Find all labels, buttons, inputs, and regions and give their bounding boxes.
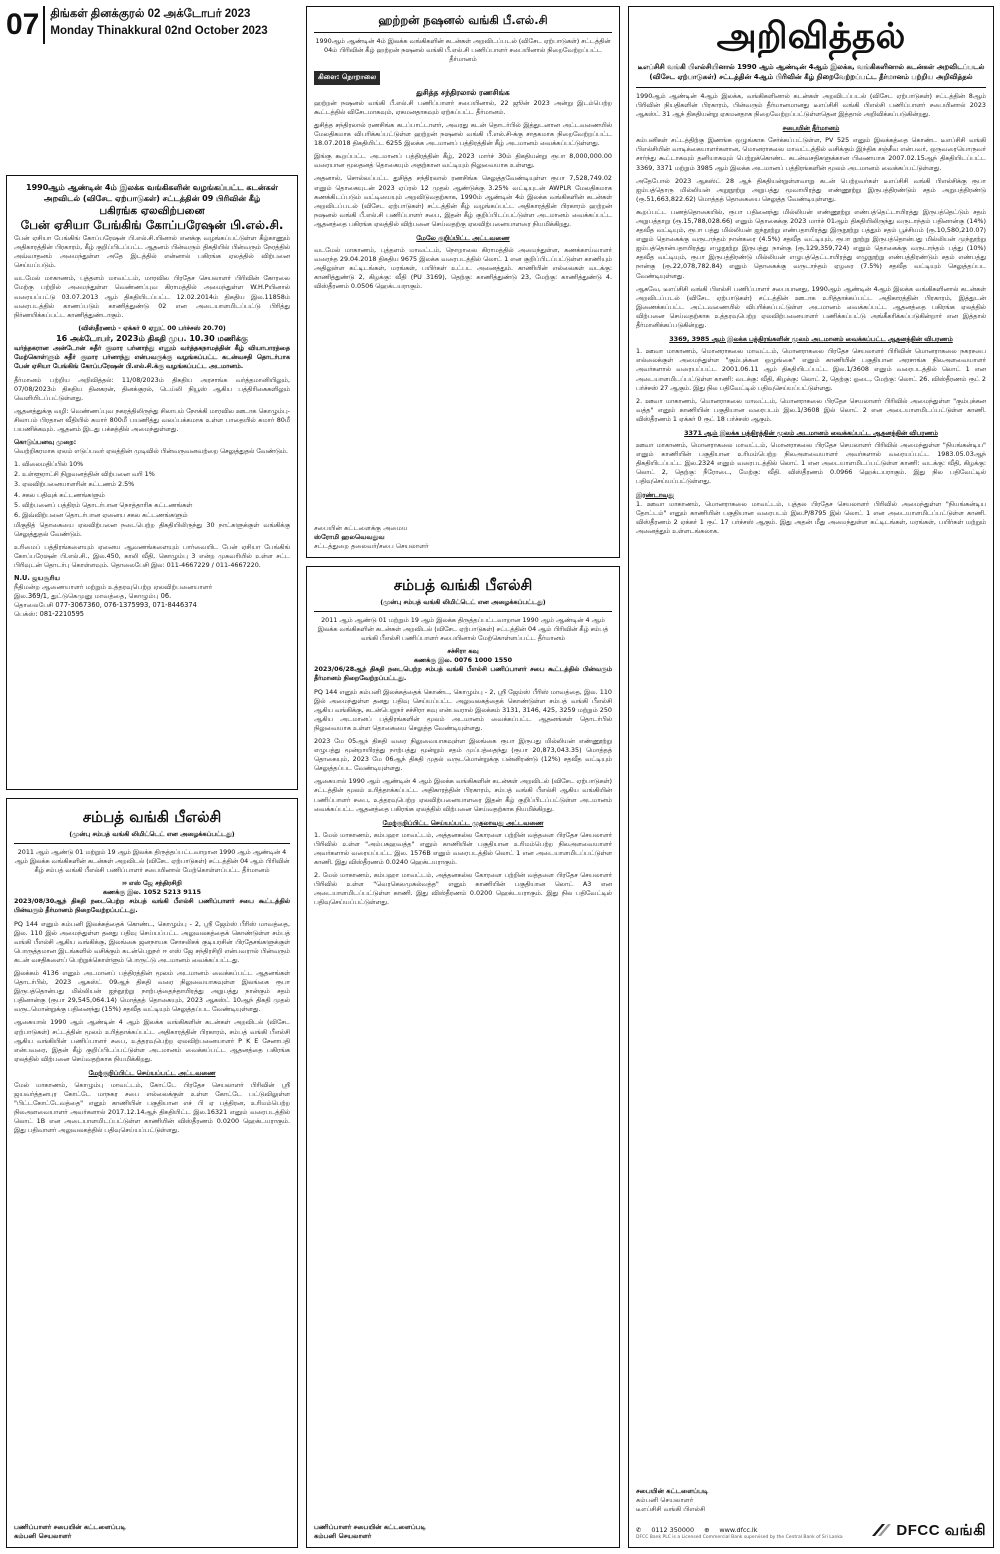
dfcc-schedule-2: 2. ஊவா மாகாணம், மொனராகலை மாவட்டம், மொனராகலை பிரதேச செயலாளர் பிரிவில் அமைந்துள்ள "கும்புக்கன வத்த" எனும் காணியின் பகுதியான வரைபடம் இல.1/3608 இல் லொட் 2 என அடையாளமிடப்பட்டுள்ள காணி. விஸ்தீரணம் 1 ஏக்கர் 0 ரூட் 18 பர்ச்சஸ் ஆகும்.: [636, 396, 986, 423]
sampath-mid-body-3: ஆகையால் 1990 ஆம் ஆண்டின் 4 ஆம் இலக்க வங்கிகளின் கடன்கள் அறவிடல் (விசேட ஏற்பாடுகள்) சட்டத்தின் மூலம் உரித்தாக்கப்பட்ட அதிகாரத்தின் பிரகாரம், சம்பத் வங்கி பீஎல்சி ஆகிய வங்கியின் பணிப்பாளர் சபை, உத்தரவுபெற்ற ஏலவிற்பனையாளரை இதன் கீழ் குறிப்பிடப்பட்டுள்ள அடமானம் வைக்கப்பட்ட ஆதனத்தை பகிரங்க ஏலத்தில் விற்பனை செய்வதற்காக நியமிக்கிறது.: [314, 777, 612, 813]
pan-asia-balance: மிகுதித் தொகையை ஏலவிற்பனை நடைபெற்ற திகதியிலிருந்து 30 நாட்களுக்குள் வங்கிக்கு செலுத்துதல் வேண்டும்.: [14, 520, 290, 538]
pan-asia-bank-name: பேன் ஏசியா பேங்கிங் கோப்பரேஷன் பி.எல்.சி.: [20, 218, 284, 233]
signature-line: கம்பனி செயலாளர்: [314, 1532, 372, 1541]
hatton-title: ஹற்றன் நஷனல் வங்கி பீ.எல்.சி: [378, 13, 548, 27]
phone-icon: ✆: [636, 1525, 642, 1534]
pan-asia-auction-time: 16 அக்டோபர், 2023ம் திகதி முப. 10.30 மணிக்கு: [56, 333, 248, 343]
payment-item: 5. விற்பனைப் பத்திரம் தொடர்பான நொத்தாரிசு கட்டணங்கள்: [14, 500, 193, 509]
dfcc-phone: 0112 350000: [651, 1525, 695, 1534]
pan-asia-auction-notice: [6, 175, 298, 790]
payment-item: 2. உள்ளூராட்சி நிறுவனத்தின் விற்பனை வரி 1%: [14, 470, 155, 479]
sampath-mid-account: கணக்கு இல. 0076 1000 1550: [413, 656, 513, 665]
sampath-mid-body-2: 2023 மே 05ஆந் திகதி வரை நிலுவையாகவுள்ள இலங்கை ரூபா இருபது மில்லியன் எண்ணூற்று எழுபத்து மூன்றாயிரத்து நாற்பத்து மூன்றும் சதம் முப்பத்தைந்து (ரூபா 20,873,043.35) மொத்தத் தொகையும், 2023 மே 06ஆந் திகதி முதல் வருடமொன்றுக்கு பன்னிரண்டு (12%) சதவீத வட்டியும் செலுத்தப்பட வேண்டியுள்ளது.: [314, 736, 612, 773]
payment-item: 6. இவ்விற்பனை தொடர்பான ஏனைய சகல கட்டணங்களும்: [14, 510, 188, 519]
sampath-mid-schedule-title: மேற்குறிப்பிட்ட செய்யப்பட்ட முதலாவது அட்டவணை: [382, 818, 544, 827]
sampath-mid-schedule-0: 1. மேல் மாகாணம், கம்பஹா மாவட்டம், அத்தனகல்ல கோரளை பற்றின் வத்தளை பிரதேச செயலாளர் பிரிவில் உள்ள "அம்பகஹவத்த" எனும் காணியின் பகுதியான உரிமம்பெற்ற நிலஅளவையாளர் அவர்களால் வரையப்பட்ட இல. 1576B எனும் வரைபடத்தில் லொட் 1 என அடையாளமிடப்பட்டுள்ள காணி. இது விஸ்தீரணம் 0.0240 ஹெக்டயராகும்.: [314, 830, 612, 867]
dfcc-schedule-4: 1. ஊவா மாகாணம், மொனராகலை மாவட்டம், புத்தல பிரதேச செயலாளர் பிரிவில் அமைந்துள்ள "நியங்கன்டிய தோட்டம்" எனும் காணியின் பகுதியான வரைபடம் இல.P/8795 இல் லொட் 1 என அடையாளமிடப்பட்டுள்ள காணி. விஸ்தீரணம் 2 ஏக்கர் 1 ரூட் 17 பர்ச்சஸ் ஆகும். இது அதன் மீது அமைந்துள்ள கட்டிடங்கள், மரங்கள், பயிர்கள் மற்றும் அனைத்தும் உள்ளடங்கலாக.: [636, 499, 986, 535]
signature-line: டீஎப்சிசி வங்கி பிஎல்சி: [636, 1504, 706, 1513]
pan-asia-para1: பேன் ஏசியா பேங்கிங் கோப்பரேஷன் பி.எல்.சி.யினால் எனக்கு வழங்கப்பட்டுள்ள கீழ்காணும் அதிகாரத்தின் பிரகாரம், கீழ் குறிப்பிடப்பட்ட ஆதனம் பின்வரும் திகதியில் பின்வரும் நேரத்தில் அவ்வாதனம் அமைந்துள்ள அதே இடத்தில் என்னால் பகிரங்க ஏலத்தில் விற்பனை செய்யப்படும்.: [14, 233, 290, 270]
sampath-notice-middle: [306, 566, 620, 1548]
hatton-intro: 1990ஆம் ஆண்டின் 4ம் இலக்க வங்கிகளின் கடன்கள் அறவிடப்படல் (விசேட ஏற்பாடுகள்) சட்டத்தின் 04ம் பிரிவின் கீழ் ஹற்றன் நஷனல் வங்கி பீ.எல்.சி பணிப்பாளர் சபையினால் நிறைவேற்றப்பட்ட தீர்மானம்: [315, 36, 611, 64]
sampath-left-body-1: PQ 144 எனும் கம்பனி இலக்கத்தைக் கொண்ட, கொழும்பு - 2, ஸ்ரீ ஜேம்ஸ் பீரிஸ் மாவத்தை, இல. 110 இல் அமைந்துள்ள தனது பதிவு செய்யப்பட்ட அலுவலகத்தைக் கொண்டுள்ள சம்பத் வங்கி பீஎல்சி ஆகிய வங்கிக்கு, இலங்கை ஜனநாயக சோசலிசக் குடியரசின் பிரதேசங்களுக்குள் பொருத்தமான இடங்களில் வசிக்கும் கடன்பெறுநர் ஈ எஸ் ஜே சந்திரசிறி என்பவரால் பின்வரும் கடன் வசதிகளைப் பெற்றுக்கொள்ளும் பொருட்டு அடமானம் வைக்கப்பட்டது.: [14, 919, 290, 964]
sampath-mid-subtitle: (முன்பு சம்பத் வங்கி லிமிட்டெட் என அழைக்கப்பட்டது): [380, 597, 546, 606]
dfcc-body-0: கம்பனிகள் சட்டத்திற்கு இணங்க ஒழுங்காக சேர்க்கப்பட்டுள்ள, PV 525 எனும் இலக்கத்தை கொண்ட டீஎப்சிசி வங்கி பிஎல்சியின் வாடிக்கையாளர்களான, மொனராகலை மாவட்டத்தில் வசிக்கும் இந்திக சஞ்சீவ என்பவர், ஒருவரையொருவர் சார்ந்து கூட்டாகவும் தனியாகவும் பெற்றுக்கொண்ட கடன்வசதிகளுக்கான பிணையாக 2007.02.15ஆந் திகதியிடப்பட்ட 3369, 3371 மற்றும் 3985 ஆம் இலக்க அடமானப் பத்திரங்களின் மூலம் அடமானம் வைக்கப்பட்டுள்ளது.: [636, 136, 986, 172]
sampath-left-signature: [14, 1523, 126, 1541]
sampath-mid-signature: [314, 1523, 426, 1541]
dfcc-logo-mark-icon: [870, 1523, 892, 1537]
signature-line: கம்பனி செயலாளர்: [636, 1495, 694, 1504]
sampath-mid-schedule-1: 2. மேல் மாகாணம், கம்பஹா மாவட்டம், அத்தனகல்ல கோரளை பற்றின் வத்தளை பிரதேச செயலாளர் பிரிவில் உள்ள "வெரகெலமுகல்வத்த" எனும் காணியின் பகுதியான லொட் A3 என அடையாளமிடப்பட்டுள்ள காணி. இது விஸ்தீரணம் 0.0200 ஹெக்டயராகும். இது நில பதிவேட்டில் பதிவுசெய்யப்பட்டுள்ளது.: [314, 871, 612, 907]
signature-line: சட்டத்துறை தலைவர்/சபை செயலாளர்: [314, 542, 429, 551]
dfcc-fineprint: DFCC Bank PLC is a Licensed Commercial Bank supervised by the Central Bank of Sri Lanka: [636, 1534, 843, 1540]
signature-line: பணிப்பாளர் சபையின் கட்டளைப்படி: [14, 1523, 126, 1532]
page-number: 07: [6, 6, 45, 44]
dfcc-logo-text: DFCC வங்கி: [896, 1521, 986, 1539]
hatton-schedule-title: மேலே குறிப்பிட்ட அட்டவணை: [416, 234, 510, 243]
sampath-left-title: சம்பத் வங்கி பீஎல்சி: [82, 808, 222, 826]
payment-item: 4. சகல பதிவுக் கட்டணங்களும்: [14, 490, 105, 499]
sampath-left-body-2: இலக்கம் 4136 எனும் அடமானப் பத்திரத்தின் மூலம் அடமானம் வைக்கப்பட்ட ஆதனங்கள் தொடர்பில், 2023 ஆகஸ்ட் 09ஆந் திகதி வரை நிலுவையாகவுள்ள இலங்கை ரூபா இருபத்தொன்பது மில்லியன் ஐந்நூற்று நாற்பத்தைந்தாயிரத்து அறுபத்து நான்கும் சதம் பதினான்கு (ரூபா 29,545,064.14) மொத்தத் தொகையும், 2023 ஆகஸ்ட் 10ஆந் திகதி முதல் வருடமொன்றுக்கு பதினைந்து (15%) சதவீத வட்டியும் செலுத்தப்பட வேண்டியுள்ளது.: [14, 968, 290, 1014]
auctioneer-phone: தொலைபேசி 077-3067360, 076-1375993, 071-8446374: [14, 600, 197, 609]
auctioneer-address: இல.369/1, துட்டுகெமுனு மாவத்தை, கொழும்பு 06.: [14, 592, 172, 601]
signature-line: சபையின் கட்டளைக்கு அமைய: [314, 524, 408, 533]
hatton-branch: கிளை: நொறாலை: [314, 71, 380, 85]
payment-item: 3. ஏலவிற்பனையாளரின் கட்டணம் 2.5%: [14, 480, 135, 489]
dfcc-body-3: ஆகவே, டீஎப்சிசி வங்கி பிஎல்சி பணிப்பாளர் சபையானது, 1990ஆம் ஆண்டின் 4ஆம் இலக்க வங்கிகளினால் கடன்கள் அறவிடப்படல் (விசேட ஏற்பாடுகள்) சட்டத்தின் ஊடாக உரித்தாக்கப்பட்ட அதிகாரத்தின் பிரகாரம், இத்துடன் இணைக்கப்பட்ட அட்டவணையில் விபரிக்கப்பட்டுள்ள அடமானம் வைக்கப்பட்ட ஆதனத்தை பகிரங்க ஏலத்தில் விற்பனை செய்வதற்காக உத்தரவுபெற்ற ஏலவிற்பனையாளர் பணிக்கப்பட்டு அங்கீகரிக்கப்படுகின்றார் என இத்தால் தீர்மானிக்கப்படுகின்றது.: [636, 284, 986, 330]
sampath-left-borrower: ஈ எஸ் ஜே சந்திரசிறி: [122, 879, 182, 888]
signature-line: கம்பனி செயலாளர்: [14, 1532, 72, 1541]
pan-asia-auctioneer: [14, 574, 290, 618]
sampath-mid-title: சம்பத் வங்கி பீஎல்சி: [393, 576, 533, 594]
dfcc-notice: [628, 6, 994, 1548]
sampath-left-subtitle: (முன்பு சம்பத் வங்கி லிமிட்டெட் என அழைக்கப்பட்டது): [69, 829, 235, 838]
dfcc-schedule-title-3: இரண்டாவது: [636, 490, 674, 499]
masthead-english-date: Monday Thinakkural 02nd October 2023: [50, 25, 268, 37]
dfcc-subtitle: டீஎப்சிசி வங்கி பிஎல்சியினால் 1990 ஆம் ஆண்டின் 4ஆம் இலக்க, வங்கிகளினால் கடன்கள் அறவிடப்படல் (விசேட ஏற்பாடுகள்) சட்டத்தின் 4ஆம் பிரிவின் கீழ் நிறைவேற்றப்பட்ட தீர்மானம் பற்றிய அறிவித்தல்: [637, 63, 985, 81]
dfcc-schedule-title-2: 3371 ஆம் இலக்க பத்திரத்தின் மூலம் அடமானம் வைக்கப்பட்ட ஆதனத்தின் விபரணம்: [684, 428, 938, 437]
hatton-national-notice: [306, 6, 620, 558]
pan-asia-para2: வடமேல் மாகாணம், புத்தளம் மாவட்டம், மாரவில பிரதேச செயலாளர் பிரிவின் கோரலை மேற்கு பற்றில் அமைந்துள்ள வெண்ணப்புவ கிராமத்தில் அமைந்துள்ள W.H.Pயினால் வரையப்பட்டு 03.07.2013 ஆம் திகதியிடப்பட்ட 12.02.2014ம் திகதிய இல.11858ம் வரைபடத்தில் காணப்படும் காணித்துண்டு 02 என அடையாளமிடப்பட்டு பிரித்து நிர்ணயிக்கப்பட்ட காணித்துண்டாகும்.: [14, 274, 290, 319]
sampath-mid-borrower: சச்சிரா கவு: [447, 647, 479, 656]
pan-asia-inspection: உரிமைப் பத்திரங்களையும் ஏனைய ஆவணங்களையும் பார்வையிட பேன் ஏசியா பேங்கிங் கோப்பரேஷன் பி.எல்.சி., இல.450, காலி வீதி, கொழும்பு 3 என்ற முகவரியில் உள்ள சட்ட பிரிவுடன் தொடர்பு கொள்ளவும். தொலைபேசி இல: 011-4667229 / 011-4667220.: [14, 543, 290, 570]
hatton-body-3: அதனால், சொல்லப்பட்ட துசித்த சந்திரலால் ரணசிங்க செலுத்தவேண்டியுள்ள ரூபா 7,528,749.02 எனும் தொகையுடன் 2023 ஏப்ரல் 12 முதல் ஆண்டுக்கு 3.25% வட்டியுடன் AWPLR மேலதிகமாக கணக்கிடப்படும் வட்டியையும் அறவிடுவதற்காக, 1990ம் ஆண்டின் 4ம் இலக்க வங்கிகளின் கடன்கள் அறவிடப்படல் (விசேட ஏற்பாடுகள்) சட்டத்தின் கீழ் வழங்கப்பட்ட அதிகாரத்தின் பிரகாரம் ஹற்றன் நஷனல் வங்கி பீ.எல்.சி பணிப்பாளர் சபை, இதன் கீழ் குறிப்பிடப்பட்டுள்ள அடமானம் வைக்கப்பட்ட ஆதனத்தை பகிரங்க ஏலத்தில் விற்பனை செய்வதற்கு ஏலவிற்பனையாளரை நியமிக்கிறது.: [314, 174, 612, 228]
dfcc-schedule-3: ஊவா மாகாணம், மொனராகலை மாவட்டம், மொனராகலை பிரதேச செயலாளர் பிரிவில் அமைந்துள்ள "நியங்கன்டிய" எனும் காணியின் பகுதியான உரிமம்பெற்ற நிலஅளவையாளர் அவர்களால் வரையப்பட்ட 1983.05.03ஆந் திகதியிடப்பட்ட இல.2324 எனும் வரைபடத்தில் லொட் 1 என அடையாளமிடப்பட்டுள்ள காணி: வடக்கு: வீதி, கிழக்கு: லொட் 2, தெற்கு: நீரோடை, மேற்கு: வீதி. விஸ்தீரணம் 0.0966 ஹெக்டயராகும். இது நில பதிவேட்டில் பதிவுசெய்யப்பட்டுள்ளது.: [636, 441, 986, 486]
sampath-mid-body-1: PQ 144 எனும் கம்பனி இலக்கத்தைக் கொண்ட, கொழும்பு - 2, ஸ்ரீ ஜேம்ஸ் பீரிஸ் மாவத்தை, இல. 110 இல் அமைந்துள்ள தனது பதிவு செய்யப்பட்ட அலுவலகத்தைக் கொண்டுள்ள சம்பத் வங்கி பீஎல்சி ஆகிய வங்கிக்கு, கடன்பெறுநர் சச்சிரா கவு என்பவரால் இலக்கம் 3131, 3146, 425, 3259 மற்றும் 250 ஆகிய அடமானப் பத்திரங்களின் மூலம் அடமானம் வைக்கப்பட்ட ஆதனங்கள் தொடர்பில் நிலுவையாக உள்ள தொகையை செலுத்த வேண்டியுள்ளது.: [314, 687, 612, 732]
pan-asia-intro: 1990ஆம் ஆண்டின் 4ம் இலக்க வங்கிகளின் வழங்கப்பட்ட கடன்கள் அறவிடல் (விசேட ஏற்பாடுகள்) சட்டத்தின் 09 பிரிவின் கீழ்: [26, 183, 278, 204]
dfcc-body-1: அதேபோல் 2023 ஆகஸ்ட் 28 ஆந் திகதியன்றுள்ளவாறு கடன் பெற்றவர்கள் டீஎப்சிசி வங்கி பிஎல்சிக்கு ரூபா ஐம்பத்தொரு மில்லியன் அறுநூற்று அறுபத்து மூவாயிரத்து எண்ணூற்று இருபத்திரண்டும் சதம் அறுபத்திரண்டு (ரூ.51,663,822.62) மொத்தத் தொகையை செலுத்த வேண்டியுள்ளது.: [636, 176, 986, 203]
signature-line: ஸ்ரோமி ஹலவெவதுவ: [314, 533, 385, 542]
pan-asia-payment-intro: வெற்றிகரமாக ஏலம் எடுப்பவர் ஏலத்தின் முடிவில் பின்வருவனவற்றை செலுத்துதல் வேண்டும்.: [14, 447, 288, 456]
globe-icon: ⊕: [704, 1525, 710, 1534]
hatton-body-2: இங்கு கூறப்பட்ட அடமானப் பத்திரத்தின் கீழ், 2023 மார்ச் 30ம் திகதியன்று ரூபா 8,000,000.00 வரையான மூலதனத் தொகையும் அதற்கான வட்டியும் நிலுவையாக உள்ளது.: [314, 152, 612, 170]
sampath-left-schedule: மேல் மாகாணம், கொழும்பு மாவட்டம், கோட்டே பிரதேச செயலாளர் பிரிவின் ஸ்ரீ ஜயவர்த்தனபுர கோட்டே மாநகர சபை எல்லைக்குள் உள்ள கோட்டே பட்டுவிலுள்ள "பிட்டகோட்டேவத்தை" எனும் காணியின் பகுதியான எச் பி ஏ பத்திரன, உரிமம்பெற்ற நிலஅளவையாளர் அவர்களால் 2017.12.14ஆந் திகதியிட்ட இல.16321 எனும் வரைபடத்தில் லொட் 1B என அடையாளமிடப்பட்டுள்ள காணியின் விஸ்தீரணம் 0.0200 ஹெக்டயராகும். இது பதிவாளர் அலுவலகத்தில் பதிவுசெய்யப்பட்டுள்ளது.: [14, 1081, 290, 1135]
payment-item: 1. விலைமதிப்பில் 10%: [14, 460, 84, 469]
dfcc-logo: [870, 1520, 986, 1541]
dfcc-resolution-title: சபையின் தீர்மானம்: [782, 124, 840, 133]
sampath-mid-body-0: 2023/06/28ஆந் திகதி நடைபெற்ற சம்பத் வங்கி பீஎல்சி பணிப்பாளர் சபை கூட்டத்தில் பின்வரும் தீர்மானம் நிறைவேற்றப்பட்டது.: [314, 665, 612, 683]
dfcc-title: அறிவித்தல்: [716, 16, 906, 57]
sampath-left-intro: 2011 ஆம் ஆண்டு 01 மற்றும் 19 ஆம் இலக்க திருத்தப்பட்டவாறான 1990 ஆம் ஆண்டின் 4 ஆம் இலக்க வங்கிகளின் கடன்கள் அறவிடல் (விசேட ஏற்பாடுகள்) சட்டத்தின் 04 ஆம் பிரிவின் கீழ் சம்பத் வங்கி பீஎல்சி பணிப்பாளர் சபையினால் மேற்கொள்ளப்பட்ட தீர்மானம்: [14, 847, 290, 875]
signature-line: பணிப்பாளர் சபையின் கட்டளைப்படி: [314, 1523, 426, 1532]
dfcc-body-2: கூறப்பட்ட பணத்தொகையில், ரூபா பதினைந்து மில்லியன் எண்ணூற்று எண்பத்தெட்டாயிரத்து இருபத்தெட்டும் சதம் அறுபத்தாறு (ரூ.15,788,028.66) எனும் தொகைக்கு 2023 மார்ச் 01ஆம் திகதியிலிருந்து வருடாந்தம் பதினான்கு (14%) சதவீத வட்டியும், ரூபா பத்து மில்லியன் ஐந்நூற்று எண்பதாயிரத்து இருநூற்று பத்தும் சதம் பூச்சியம் (ரூ.10,580,210.07) எனும் தொகைக்கு வருடாந்தம் நான்கரை (4.5%) சதவீத வட்டியும், ரூபா நூற்று இருபத்தொன்பது மில்லியன் முந்நூற்று ஐம்பத்தொன்பதாயிரத்து எழுநூற்று இருபத்து நான்கு (ரூ.129,359,724) எனும் தொகைக்கு வருடாந்தம் பத்து (10%) சதவீத வட்டியும், ரூபா இருபத்திரண்டு மில்லியன் எழுபத்தெட்டாயிரத்து எழுநூற்று எண்பத்திரண்டும் சதம் எண்பத்து நான்கு (ரூ.22,078,782.84) எனும் தொகைக்கு வருடாந்தம் ஏழரை (7.5%) சதவீத வட்டியும் செலுத்தப்பட வேண்டியுள்ளது.: [636, 207, 986, 280]
sampath-mid-intro: 2011 ஆம் ஆண்டு 01 மற்றும் 19 ஆம் இலக்க திருத்தப்பட்டவாறான 1990 ஆம் ஆண்டின் 4 ஆம் இலக்க வங்கிகளின் கடன்கள் அறவிடல் (விசேட ஏற்பாடுகள்) சட்டத்தின் 04 ஆம் பிரிவின் கீழ் சம்பத் வங்கி பீஎல்சி பணிப்பாளர் சபையினால் மேற்கொள்ளப்பட்ட தீர்மானம்: [317, 615, 609, 643]
hatton-borrower: துசித்த சந்திரலால் ரணசிங்க: [416, 88, 510, 98]
auctioneer-name: N.U. ஜயசூரிய: [14, 574, 61, 583]
auctioneer-fax: பெக்ஸ்: 081-2210595: [14, 609, 84, 618]
sampath-left-body-0: 2023/08/30ஆந் திகதி நடைபெற்ற சம்பத் வங்கி பீஎல்சி பணிப்பாளர் சபை கூட்டத்தில் பின்வரும் தீர்மானம் நிறைவேற்றப்பட்டது.: [14, 897, 290, 915]
pan-asia-resolution: தீர்மானம் பற்றிய அறிவித்தல்: 11/08/2023ம் திகதிய அரசாங்க வர்த்தமானியிலும், 07/08/2023ம் திகதிய தினகரன், தினக்குரல், டெய்லி நியூஸ் ஆகிய பத்திரிகைகளிலும் வெளியிடப்பட்டுள்ளது.: [14, 375, 290, 402]
pan-asia-extent: (விஸ்தீரணம் - ஏக்கர் 0 ஏறூட் 00 பர்ச்சஸ் 20.70): [78, 323, 226, 332]
dfcc-footer: [636, 1487, 986, 1541]
hatton-schedule: வடமேல் மாகாணம், புத்தளம் மாவட்டம், நொறாலை கிராமத்தில் அமைந்துள்ள, கணக்காய்வாளர் வரைந்த 29.04.2018 திகதிய 9675 இலக்க வரைபடத்தில் லொட் 1 என குறிப்பிடப்பட்டுள்ள காணியும் அதிலுள்ள கட்டிடங்கள், மரங்கள், பயிர்கள் உட்பட அனைத்தும். காணியின் எல்லைகள் வடக்கு: காணித்துண்டு 2, கிழக்கு: வீதி (PU 3169), தெற்கு: காணித்துண்டு 23, மேற்கு: காணித்துண்டு 4. விஸ்தீரணம் 0.0506 ஹெக்டயராகும்.: [314, 246, 612, 291]
sampath-left-body-3: ஆகையால் 1990 ஆம் ஆண்டின் 4 ஆம் இலக்க வங்கிகளின் கடன்கள் அறவிடல் (விசேட ஏற்பாடுகள்) சட்டத்தின் மூலம் உரித்தாக்கப்பட்ட அதிகாரத்தின் பிரகாரம், சம்பத் வங்கி பீஎல்சி ஆகிய வங்கியின் பணிப்பாளர் சபை, உத்தரவுபெற்ற ஏலவிற்பனையாளர் P K E சேனாபதி என்பவரை, இதன் கீழ் குறிப்பிடப்பட்டுள்ள அடமானம் வைக்கப்பட்ட ஆதனத்தை பகிரங்க ஏலத்தில் விற்பனை செய்வதற்காக நியமிக்கிறது.: [14, 1018, 290, 1063]
dfcc-intro: 1990ஆம் ஆண்டின் 4ஆம் இலக்க, வங்கிகளினால் கடன்கள் அறவிடப்படல் (விசேட ஏற்பாடுகள்) சட்டத்தின் 8ஆம் பிரிவின் நியதிகளின் பிரகாரம், பின்வரும் தீர்மானமானது டீஎப்சிசி வங்கி பிஎல்சி பணிப்பாளர் சபையினால் 2023 ஆகஸ்ட் 31 ஆந் திகதியன்று ஏகமனதாக நிறைவேற்றப்பட்டுள்ளதென இத்தால் அறிவிக்கப்படுகின்றது.: [636, 91, 986, 119]
pan-asia-payment-list: [14, 460, 290, 520]
masthead-tamil-date: திங்கள் தினக்குரல் 02 அக்டோபர் 2023: [50, 8, 251, 20]
sampath-notice-left: [6, 798, 298, 1548]
pan-asia-auction-heading: பகிரங்க ஏலவிற்பனை: [99, 204, 205, 217]
dfcc-schedule-title-1: 3369, 3985 ஆம் இலக்க பத்திரங்களின் மூலம் அடமானம் வைக்கப்பட்ட ஆதனத்தின் விபரணம்: [669, 335, 953, 344]
dfcc-schedule-1: 1. ஊவா மாகாணம், மொனராகலை மாவட்டம், மொனராகலை பிரதேச செயலாளர் பிரிவின் மொனராகலை நகரசபை எல்லைக்குள் அமைந்துள்ள "கும்புக்கன ஒழுங்கை" எனும் காணியின் பகுதியான அரசாங்க நிலஅளவையாளர் அவர்களால் வரையப்பட்ட 2001.06.11 ஆம் திகதியிடப்பட்ட இல.1/3608 எனும் வரைபடத்தில் லொட் 1 என அடையாளமிடப்பட்டுள்ள காணி: வடக்கு: வீதி, கிழக்கு: லொட் 2, தெற்கு: ஓடை, மேற்கு: லொட் 26. விஸ்தீரணம் ரூட் 2 பர்ச்சஸ் 27 ஆகும். இது நில பதிவேட்டில் பதிவுசெய்யப்பட்டுள்ளது.: [636, 347, 986, 392]
masthead: [6, 6, 268, 46]
hatton-body-1: துசித்த சந்திரலால் ரணசிங்க கடப்பாட்டாளர், அவரது கடன் தொடர்பில் இத்துடனான அட்டவணையில் மேலதிகமாக விபரிக்கப்பட்டுள்ள ஹற்றன் நஷனல் வங்கி பீ.எல்.சி-க்கு சாதகமாக நிறைவேற்றப்பட்ட 18.07.2018 திகதியிட்ட 6255 இலக்க அடமானப் பத்திரத்தின் கீழ் அடமானம் வைக்கப்பட்டுள்ளது.: [314, 120, 612, 148]
hatton-signature: [314, 524, 429, 551]
hatton-body-0: ஹற்றன் நஷனல் வங்கி பீ.எல்.சி பணிப்பாளர் சபையினால், 22 ஜூன் 2023 அன்று இடம்பெற்ற கூட்டத்தில் விசேடமாகவும், ஏகமனதாகவும் ஏற்கப்பட்ட தீர்மானம்.: [314, 98, 612, 116]
dfcc-web[interactable]: www.dfcc.lk: [719, 1525, 758, 1534]
sampath-left-schedule-title: மேற்குறிப்பிட்ட செய்யப்பட்ட அட்டவணை: [88, 1068, 216, 1077]
pan-asia-borrower: வர்த்தகரான அன்டோன் சுதீர் குமார பர்னாந்து எனும் வர்த்தகநாமத்தின் கீழ் வியாபாரத்தை மேற்கொள்ளும் சுதீர் குமார பர்னாந்து என்பவருக்கு வழங்கப்பட்ட கடன்வசதி தொடர்பாக பேன் ஏசியா பேங்கிங் கோப்பரேஷன் பி.எல்.சி.க்கு வழங்கப்பட்ட அடமானம்.: [14, 344, 290, 371]
auctioneer-title: நீதிமன்ற ஆணையாளர் மற்றும் உத்தரவுபெற்ற ஏலவிற்பனையாளர்: [14, 583, 213, 592]
pan-asia-access: ஆதனத்துக்கு வழி: வெண்ணப்புவ நகரத்திலிருந்து சிலாபம் நோக்கி மாரவில ஊடாக கொழும்பு-சிலாபம் பிரதான வீதியில் சுமார் 800மீ பயணித்து வலப்பக்கமாக உள்ள பாதையில் சுமார் 80மீ பயணிக்கவும். ஆதனம் இடது பக்கத்தில் அமைந்துள்ளது.: [14, 406, 290, 433]
sampath-left-account: கணக்கு இல. 1052 5213 9115: [102, 888, 202, 897]
signature-line: சபையின் கட்டளைப்படி: [636, 1487, 709, 1496]
pan-asia-payment-title: கொடுப்பனவு முறை:: [14, 438, 77, 447]
dfcc-signature: [636, 1487, 986, 1514]
dfcc-contact: [636, 1526, 843, 1535]
